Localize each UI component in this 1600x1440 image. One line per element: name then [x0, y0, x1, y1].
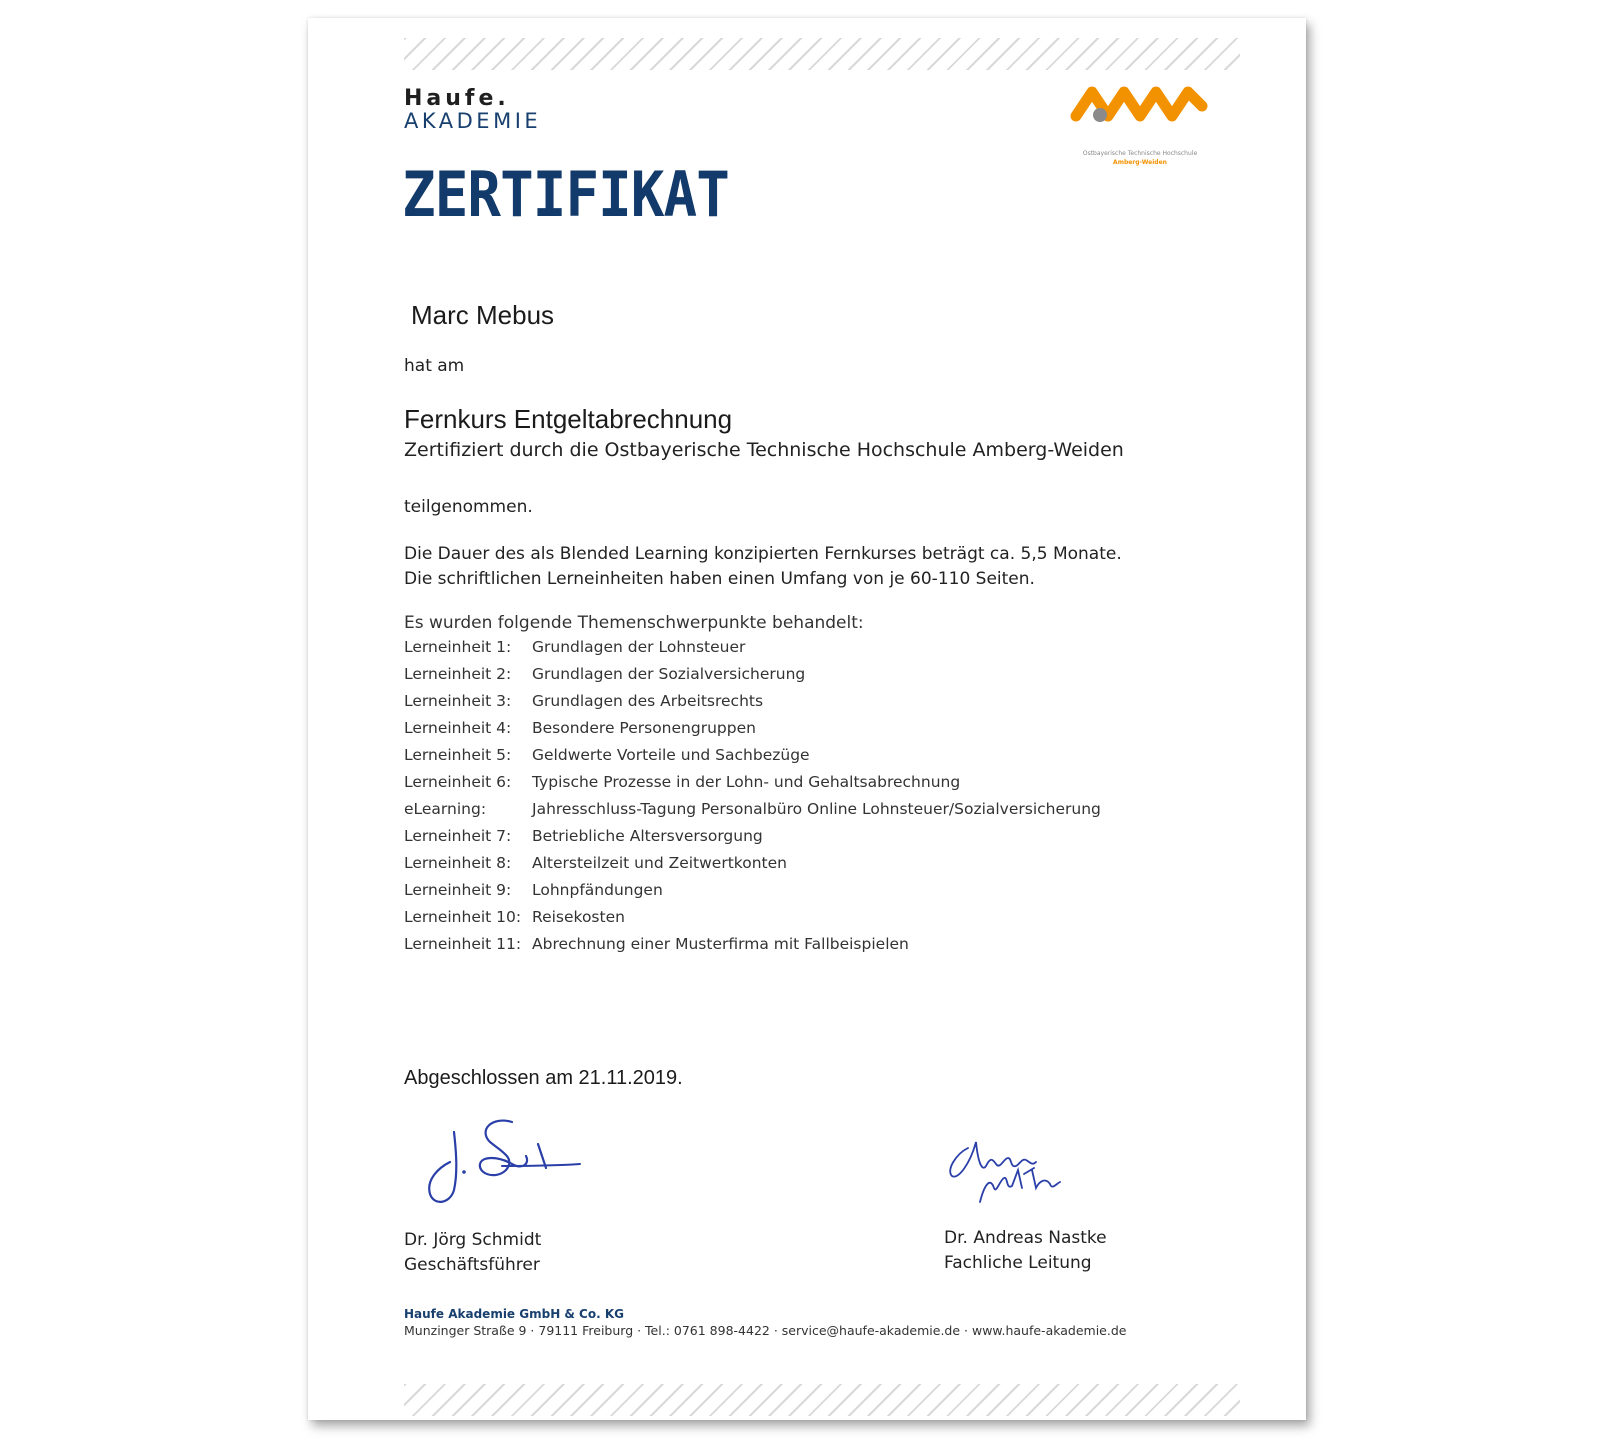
module-unit: eLearning:: [404, 800, 487, 818]
module-row: [404, 638, 1204, 665]
module-row: [404, 935, 1204, 962]
signer-left-name: Dr. Jörg Schmidt: [404, 1230, 542, 1250]
module-topic: Geldwerte Vorteile und Sachbezüge: [532, 746, 810, 764]
module-row: [404, 719, 1204, 746]
module-unit: Lerneinheit 6:: [404, 773, 512, 791]
module-unit: Lerneinheit 8:: [404, 854, 512, 872]
certified-by-text: Zertifiziert durch die Ostbayerische Technische Hochschule Amberg-Weiden: [404, 439, 1124, 461]
signer-right-name: Dr. Andreas Nastke: [944, 1228, 1107, 1248]
oth-logo-subtitle: Ostbayerische Technische Hochschule: [1082, 150, 1198, 157]
signature-left-icon: [420, 1110, 590, 1210]
module-topic: Reisekosten: [532, 908, 625, 926]
certificate-title: ZERTIFIKAT: [402, 158, 729, 231]
module-topic: Typische Prozesse in der Lohn- und Gehaltsabrechnung: [532, 773, 961, 791]
signature-right-icon: [938, 1128, 1068, 1208]
module-row: [404, 773, 1204, 800]
footer-company: Haufe Akademie GmbH & Co. KG: [404, 1307, 624, 1321]
recipient-name: Marc Mebus: [411, 300, 555, 330]
signer-left-role: Geschäftsführer: [404, 1255, 540, 1275]
module-topic: Lohnpfändungen: [532, 881, 663, 899]
module-unit: Lerneinheit 7:: [404, 827, 512, 845]
module-topic: Jahresschluss-Tagung Personalbüro Online Lohnsteuer/Sozialversicherung: [532, 800, 1101, 818]
module-row: [404, 746, 1204, 773]
module-topic: Grundlagen der Sozialversicherung: [532, 665, 806, 683]
module-unit: Lerneinheit 2:: [404, 665, 512, 683]
module-row: [404, 692, 1204, 719]
participated-text: teilgenommen.: [404, 497, 533, 517]
module-unit: Lerneinheit 1:: [404, 638, 512, 656]
hat-am-text: hat am: [404, 356, 465, 376]
oth-partner-logo: [1070, 80, 1210, 170]
logo-line-haufe: Haufe.: [404, 86, 510, 111]
pages-text: Die schriftlichen Lerneinheiten haben einen Umfang von je 60-110 Seiten.: [404, 569, 1035, 589]
completion-date: Abgeschlossen am 21.11.2019.: [404, 1067, 683, 1089]
module-unit: Lerneinheit 9:: [404, 881, 512, 899]
haufe-akademie-logo: [404, 88, 604, 132]
top-hatch-border: [404, 38, 1240, 70]
oth-logo-mark-icon: [1070, 80, 1210, 150]
module-unit: Lerneinheit 10:: [404, 908, 522, 926]
oth-logo-location: Amberg-Weiden: [1113, 159, 1167, 166]
module-unit: Lerneinheit 5:: [404, 746, 512, 764]
module-topic: Abrechnung einer Musterfirma mit Fallbeispielen: [532, 935, 909, 953]
certificate-page: [308, 18, 1306, 1420]
module-row: [404, 665, 1204, 692]
module-topic: Altersteilzeit und Zeitwertkonten: [532, 854, 787, 872]
module-unit: Lerneinheit 3:: [404, 692, 512, 710]
duration-text: Die Dauer des als Blended Learning konzipierten Fernkurses beträgt ca. 5,5 Monate.: [404, 544, 1122, 564]
course-title: Fernkurs Entgeltabrechnung: [404, 404, 733, 434]
topics-intro: Es wurden folgende Themenschwerpunkte behandelt:: [404, 613, 864, 633]
module-topic: Grundlagen der Lohnsteuer: [532, 638, 746, 656]
module-list: [404, 638, 1204, 962]
module-topic: Betriebliche Altersversorgung: [532, 827, 763, 845]
signer-right-role: Fachliche Leitung: [944, 1253, 1092, 1273]
module-row: [404, 827, 1204, 854]
module-row: [404, 854, 1204, 881]
module-row: [404, 800, 1204, 827]
logo-line-akademie: AKADEMIE: [404, 109, 542, 133]
module-unit: Lerneinheit 11:: [404, 935, 522, 953]
footer-address: Munzinger Straße 9 · 79111 Freiburg · Tel.: 0761 898-4422 · service@haufe-akademie.de · www.haufe-akademie.de: [404, 1323, 1127, 1338]
module-row: [404, 881, 1204, 908]
module-topic: Besondere Personengruppen: [532, 719, 756, 737]
module-topic: Grundlagen des Arbeitsrechts: [532, 692, 764, 710]
module-row: [404, 908, 1204, 935]
bottom-hatch-border: [404, 1384, 1240, 1416]
module-unit: Lerneinheit 4:: [404, 719, 512, 737]
